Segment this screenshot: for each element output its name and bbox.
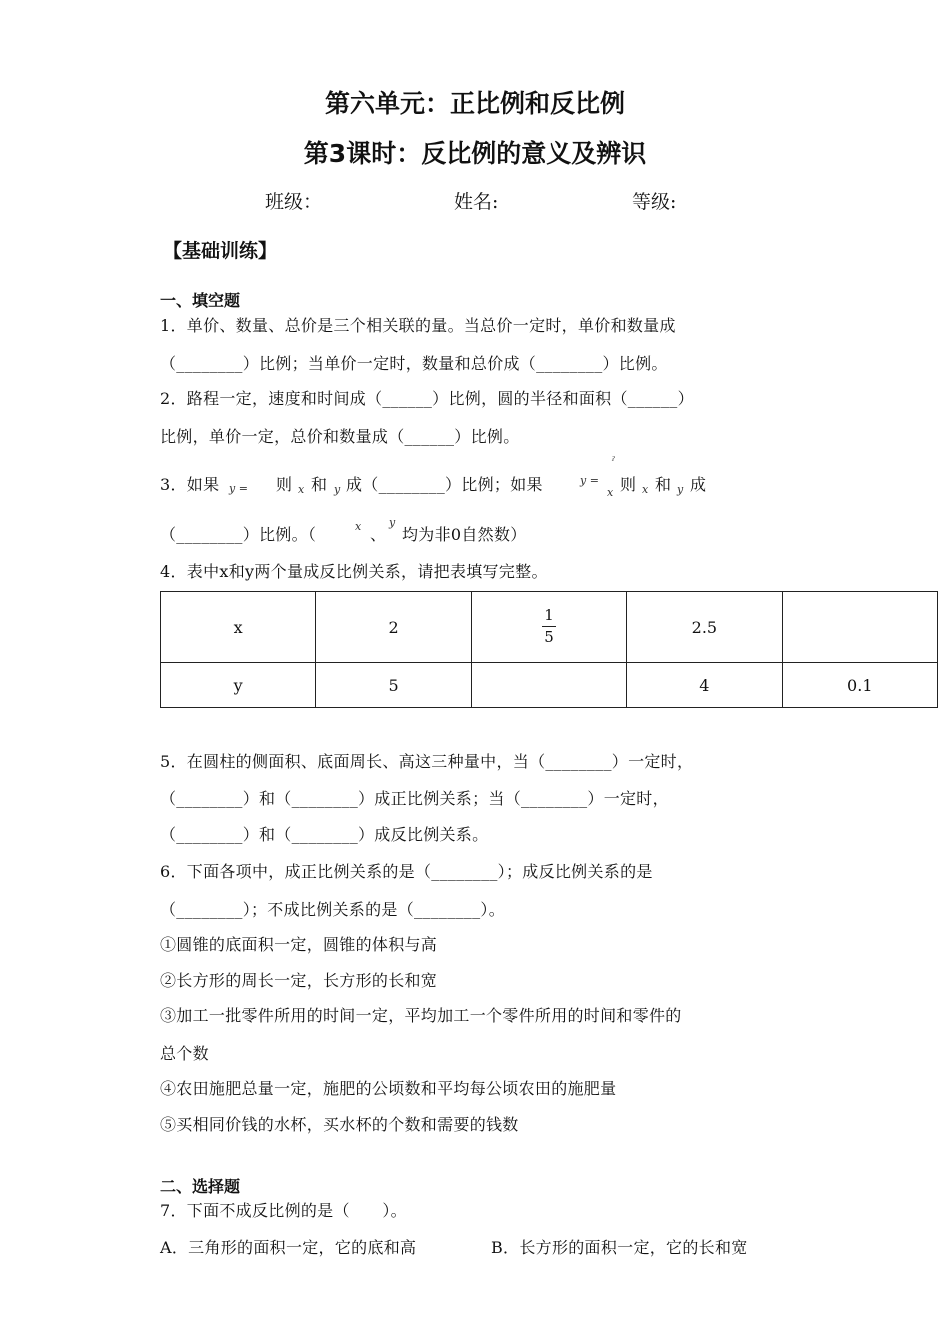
q6-line2: （________）；不成比例关系的是（________）。 <box>160 900 506 919</box>
q3-line2-b: 、 <box>370 525 387 544</box>
q5-line3: （________）和（________）成反比例关系。 <box>160 825 489 844</box>
table-cell: y <box>161 663 316 708</box>
q3-var-x-2: x <box>642 483 649 496</box>
q3-var-y-1: y <box>334 483 341 496</box>
q3-text-a: 3．如果 <box>160 475 220 494</box>
q4-line: 4．表中x和y两个量成反比例关系，请把表填写完整。 <box>160 562 548 581</box>
q3-line2-c: 均为非0自然数） <box>402 525 527 544</box>
unit-title: 第六单元：正比例和反比例 <box>324 89 625 118</box>
fraction-numerator: 1 <box>544 606 554 624</box>
q6-line1: 6．下面各项中，成正比例关系的是（________）；成反比例关系的是 <box>160 862 653 881</box>
q7-option-b: B．长方形的面积一定，它的长和宽 <box>491 1238 748 1257</box>
fraction <box>542 608 556 645</box>
q1-line1: 1．单价、数量、总价是三个相关联的量。当总价一定时，单价和数量成 <box>160 316 676 335</box>
q3-var-y-2: y <box>677 483 684 496</box>
table-cell: x <box>161 592 316 663</box>
table-cell: 4 <box>627 663 782 708</box>
q7-line: 7．下面不成反比例的是（ ）。 <box>160 1201 407 1220</box>
q5-line1: 5．在圆柱的侧面积、底面周长、高这三种量中，当（________）一定时， <box>160 752 694 771</box>
q3-text-e: 则 <box>620 475 637 494</box>
q4-table <box>160 591 938 708</box>
q6-option-4: ④农田施肥总量一定，施肥的公顷数和平均每公顷农田的施肥量 <box>160 1079 617 1098</box>
q2-line1: 2．路程一定，速度和时间成（______）比例，圆的半径和面积（______） <box>160 389 694 408</box>
lesson-title: 第3课时：反比例的意义及辨识 <box>303 139 647 168</box>
q6-option-2: ②长方形的周长一定，长方形的长和宽 <box>160 971 438 990</box>
class-label: 班级： <box>265 191 323 213</box>
q3-superscript-mark: ˀ <box>612 455 616 468</box>
q3-formula-y-eq-1: y = <box>229 482 248 495</box>
q5-line2: （________）和（________）成正比例关系；当（________）一定时， <box>160 789 669 808</box>
q6-option-3-line1: ③加工一批零件所用的时间一定，平均加工一个零件所用的时间和零件的 <box>160 1006 682 1025</box>
q6-option-3-line2: 总个数 <box>160 1044 209 1063</box>
q3-formula-y-eq-2: y = <box>580 474 599 487</box>
q7-option-a: A．三角形的面积一定，它的底和高 <box>160 1238 417 1257</box>
table-cell-blank[interactable] <box>782 592 937 663</box>
q2-line2: 比例，单价一定，总价和数量成（______）比例。 <box>160 427 520 446</box>
table-cell: 2 <box>316 592 471 663</box>
fraction-denominator: 5 <box>544 628 554 646</box>
q3-line2-a: （________）比例。（ <box>160 525 317 544</box>
q3-line2-var-x: x <box>355 520 362 533</box>
q6-option-1: ①圆锥的底面积一定，圆锥的体积与高 <box>160 935 438 954</box>
name-label: 姓名: <box>454 191 499 213</box>
q6-option-5: ⑤买相同价钱的水杯，买水杯的个数和需要的钱数 <box>160 1115 519 1134</box>
table-cell: 2.5 <box>627 592 782 663</box>
q1-line2: （________）比例；当单价一定时，数量和总价成（________）比例。 <box>160 354 668 373</box>
table-cell: 0.1 <box>782 663 937 708</box>
table-cell-blank[interactable] <box>471 663 626 708</box>
grade-label: 等级: <box>632 191 677 213</box>
part1-heading: 一、填空题 <box>160 291 241 310</box>
q3-text-f: 和 <box>655 475 672 494</box>
q3-text-c: 和 <box>311 475 328 494</box>
fraction-bar <box>542 626 556 627</box>
q3-line2-var-y: y <box>389 516 396 529</box>
table-cell: 5 <box>316 663 471 708</box>
q3-var-x-1: x <box>298 483 305 496</box>
table-row-y <box>161 663 938 708</box>
q3-formula-x-denominator: x <box>607 486 614 499</box>
q3-text-b: 则 <box>276 475 293 494</box>
table-row-x <box>161 592 938 663</box>
section-basic-training: 【基础训练】 <box>163 240 278 262</box>
q3-text-d: 成（________）比例；如果 <box>346 475 543 494</box>
q3-text-g: 成 <box>690 475 707 494</box>
table-cell-fraction <box>471 592 626 663</box>
part2-heading: 二、选择题 <box>160 1177 241 1196</box>
